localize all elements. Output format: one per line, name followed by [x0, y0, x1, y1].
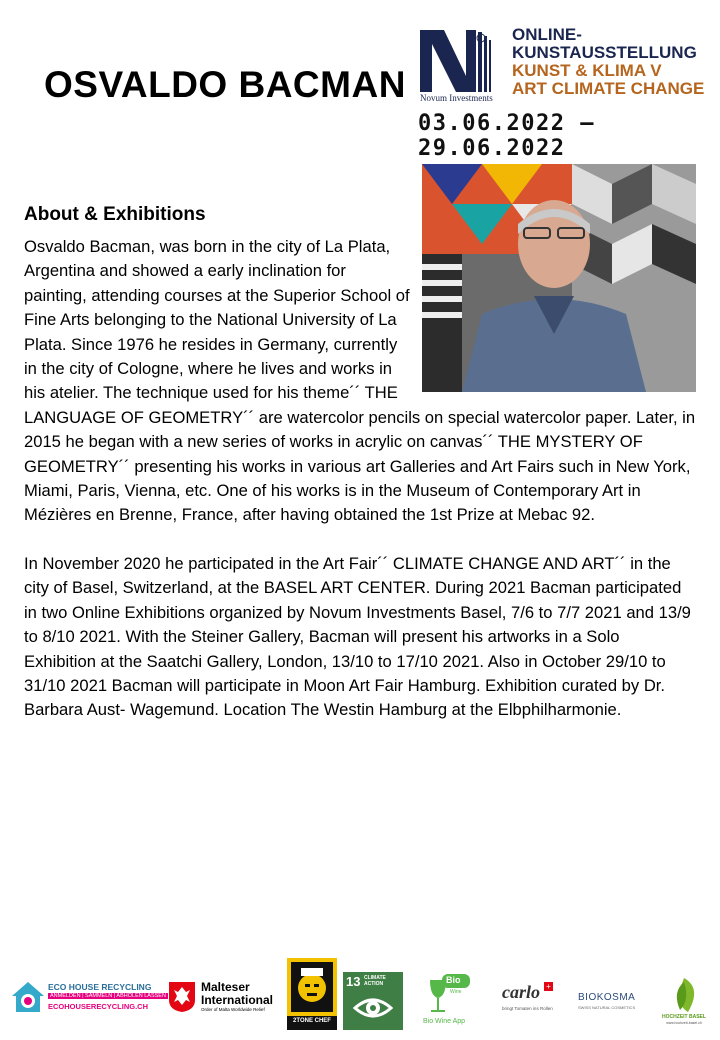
climate-line-2: ACTION — [364, 981, 384, 987]
exhibition-line-3: KUNST & KLIMA V — [512, 61, 662, 80]
organizer-label: Novum Investments — [420, 93, 493, 103]
bio-app-label: Bio Wine App — [423, 1018, 466, 1025]
eco-url: ECOHOUSERECYCLING.CH — [48, 1002, 149, 1011]
eco-subtitle: ANMELDEN | SAMMELN | ABHOLEN LASSEN — [50, 993, 166, 999]
biokosma-tagline: SWISS NATURAL COSMETICS — [578, 1005, 636, 1010]
sponsor-bio-wine-app — [420, 974, 474, 1030]
eco-title: ECO HOUSE RECYCLING — [48, 982, 152, 992]
sponsor-malteser — [167, 978, 282, 1018]
swiss-flag-icon: + — [544, 982, 553, 991]
malteser-sub: Order of Malta Worldwide Relief — [201, 1007, 265, 1012]
sponsor-eco-house-recycling — [10, 980, 166, 1014]
bio-badge: Bio — [446, 975, 461, 985]
bio-paragraph-2: In November 2020 he participated in the Art Fair´´ CLIMATE CHANGE AND ART´´ in the city of Basel, Switzerland, at the BASEL ART CENTER. During 2021 Bacman participated in two Online Exhibitions organized by Novum Investments Basel, 7/6 to 7/7 2021 and 13/9 to 8/10 2021. With the Steiner Gallery, Bacman will present his artworks in a Solo Exhibition at the Saatchi Gallery, London, 13/10 to 17/10 2021. Also in October 29/10 to 31/10 2021 Bacman will participate in Moon Art Fair Hamburg. Exhibition curated by Dr. Barbara Aust- Wagemund. Location The Westin Hamburg at the Elbphilharmonie. — [24, 553, 691, 720]
sponsor-2tone-chef — [287, 958, 337, 1030]
hochzeit-label: HOCHZEIT BASEL — [662, 1014, 706, 1020]
sponsor-hochzeit-basel — [658, 976, 710, 1028]
exhibition-subtitle — [512, 62, 704, 98]
bio-wine-label: Wine — [450, 989, 462, 995]
twotone-label: 2TONE CHEF — [293, 1018, 331, 1024]
exhibition-line-2: KUNSTAUSSTELLUNG — [512, 43, 697, 62]
eye-globe-icon — [353, 994, 393, 1022]
exhibition-line-4: ART CLIMATE CHANGE — [512, 79, 705, 98]
malteser-line-2: International — [201, 993, 274, 1007]
leaf-icon — [658, 976, 710, 1014]
section-heading: About & Exhibitions — [24, 204, 206, 225]
portrait-spacer — [410, 235, 696, 393]
bio-paragraph-1: Osvaldo Bacman, was born in the city of La Plata, Argentina and showed a early inclination for painting, attending courses at the Superior School of Fine Arts belonging to the National University of La Plata. Since 1976 he resides in Germany, currently in the city of Cologne, where he lives and works in his atelier. The technique used for his theme´´ THE LANGUAGE OF GEOMETRY´´ are watercolor pencils on special watercolor paper. Later, in 2015 he began with a new series of works in acrylic on canvas´´ THE MYSTERY OF GEOMETRY´´ presenting his works in various art Galleries and Art Fairs such in New York, Miami, Paris, Vienna, etc. One of his works is in the Museum of Contemporary Art in Mézières en Brenne, France, after having obtained the 1st Prize at Mebac 92. — [24, 237, 696, 525]
artist-name: OSVALDO BACMAN — [44, 64, 406, 105]
biokosma-logo: BIOKOSMA — [578, 992, 636, 1003]
exhibition-title — [512, 26, 697, 62]
hochzeit-url: www.hochzeit-basel.ch — [666, 1021, 702, 1025]
chef-face-icon — [287, 958, 337, 1016]
recycling-house-icon — [10, 980, 46, 1014]
sponsor-carlo — [500, 982, 560, 1018]
climate-goal-number: 13 — [346, 974, 361, 989]
malteser-line-1: Malteser — [201, 980, 250, 994]
exhibition-line-1: ONLINE- — [512, 25, 582, 44]
exhibition-dates: 03.06.2022 – 29.06.2022 — [418, 111, 595, 161]
biography — [24, 235, 696, 723]
sponsor-climate-action — [343, 972, 403, 1030]
maltese-cross-icon — [167, 980, 197, 1012]
carlo-tagline: bringt Tomaten ins Rollen — [502, 1006, 553, 1011]
carlo-logo: carlo — [502, 982, 540, 1002]
climate-line-1: CLIMATE — [364, 975, 386, 981]
sponsor-biokosma — [578, 992, 644, 1016]
